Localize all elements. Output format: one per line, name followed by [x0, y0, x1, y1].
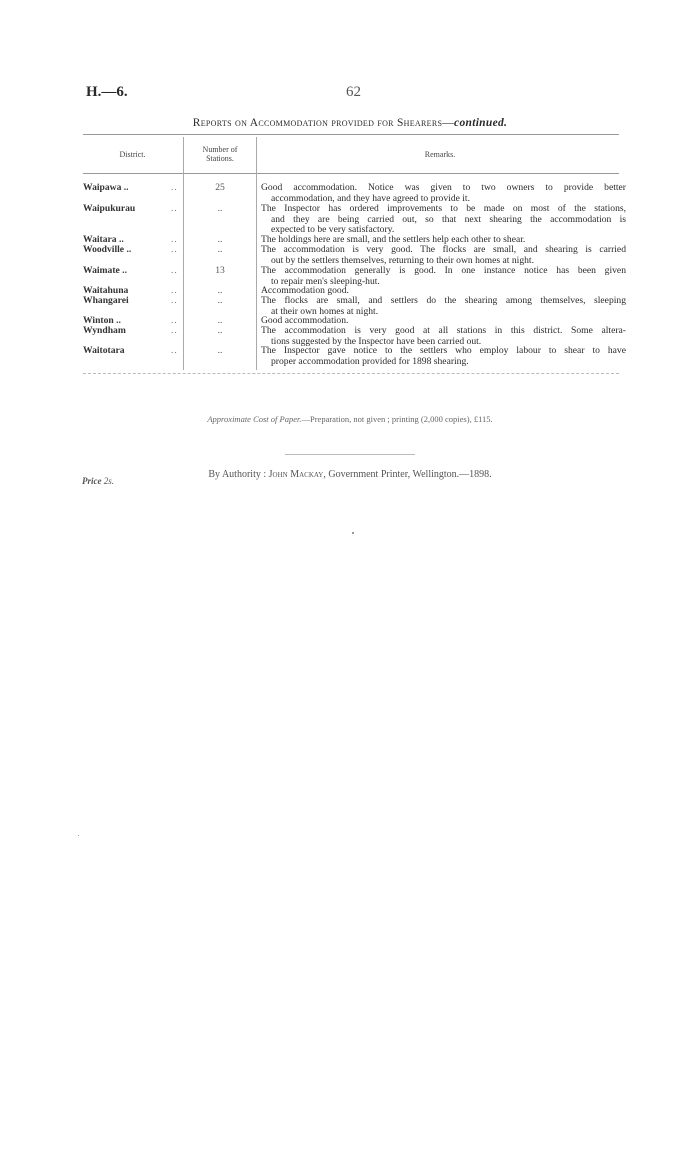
price-value: 2s. — [103, 476, 115, 486]
remarks-line: The accommodation generally is good. In one instance notice has been given — [261, 265, 626, 276]
document-code: H.—6. — [86, 84, 128, 100]
remarks-line: The accommodation is very good at all stations in this district. Some altera- — [261, 325, 626, 336]
stations-cell: .. — [217, 234, 223, 245]
remarks-line: and they are being carried out, so that next shearing the accommodation is — [271, 213, 626, 225]
leader-dots: .. — [171, 325, 178, 336]
remarks-cell — [261, 245, 626, 266]
price-label: Price — [82, 476, 102, 486]
remarks-cell — [261, 183, 626, 204]
stations-header-line-2: Stations. — [206, 154, 234, 163]
district-cell: Waitahuna — [83, 285, 129, 296]
cost-note-label: Approximate Cost of Paper. — [207, 414, 302, 424]
printer-name: John Mackay — [268, 469, 324, 480]
leader-dots: .. — [171, 285, 178, 296]
page-number: 62 — [346, 84, 361, 100]
leader-dots: .. — [171, 265, 178, 276]
remarks-line: at their own homes at night. — [271, 305, 379, 317]
remarks-line: The accommodation is very good. The flocks are small, and shearing is carried — [261, 244, 626, 255]
stations-cell: .. — [217, 244, 223, 255]
district-cell: Waitara .. — [83, 234, 124, 245]
cost-note — [0, 414, 700, 424]
district-cell: Waitotara — [83, 345, 125, 356]
cost-note-text: —Preparation, not given ; printing (2,000 copies), £115. — [301, 414, 493, 424]
remarks-line: The holdings here are small, and the settlers help each other to shear. — [261, 234, 526, 245]
remarks-line: to repair men's sleeping-hut. — [271, 275, 380, 287]
stations-cell: .. — [217, 325, 223, 336]
remarks-cell — [261, 346, 626, 367]
column-divider-1 — [183, 137, 184, 370]
district-cell: Winton .. — [83, 315, 121, 326]
remarks-line: proper accommodation provided for 1898 shearing. — [271, 355, 469, 367]
remarks-line: expected to be very satisfactory. — [271, 224, 395, 235]
column-header-stations — [185, 145, 255, 163]
price-line — [82, 476, 114, 486]
leader-dots: .. — [171, 295, 178, 306]
table-title-main: Reports on Accommodation provided for Shearers — [192, 117, 443, 129]
stations-cell: .. — [217, 315, 223, 326]
remarks-line: Good accommodation. — [261, 315, 349, 326]
print-speck — [352, 532, 354, 534]
print-speck — [78, 835, 79, 836]
table-bottom-rule — [83, 373, 619, 374]
leader-dots: .. — [171, 203, 178, 214]
remarks-cell — [261, 266, 626, 287]
remarks-cell — [261, 296, 626, 317]
district-cell: Woodville .. — [83, 244, 132, 255]
remarks-cell — [261, 326, 626, 347]
column-header-district: District. — [119, 150, 146, 159]
stations-cell: 25 — [215, 182, 225, 193]
leader-dots: .. — [171, 244, 178, 255]
authority-rule — [285, 454, 415, 455]
authority-suffix: , Government Printer, Wellington.—1898. — [323, 469, 492, 480]
stations-header-line-1: Number of — [202, 145, 238, 154]
remarks-line: The flocks are small, and settlers do the shearing among themselves, sleeping — [261, 295, 626, 306]
remarks-line: The Inspector gave notice to the settlers who employ labour to shear to have — [261, 345, 626, 356]
district-cell: Waimate .. — [83, 265, 127, 276]
remarks-line: The Inspector has ordered improvements to be made on most of the stations, — [261, 203, 626, 214]
leader-dots: .. — [171, 345, 178, 356]
remarks-cell — [261, 204, 626, 236]
table-header-rule — [83, 173, 619, 174]
leader-dots: .. — [171, 315, 178, 326]
leader-dots: .. — [171, 182, 178, 193]
remarks-line: Good accommodation. Notice was given to two owners to provide better — [261, 182, 626, 193]
district-cell: Waipawa .. — [83, 182, 129, 193]
remarks-line: out by the settlers themselves, returning to their own homes at night. — [271, 254, 534, 266]
stations-cell: 13 — [215, 265, 225, 276]
remarks-line: Accommodation good. — [261, 285, 349, 296]
table-top-rule — [83, 134, 619, 135]
district-cell: Waipukurau — [83, 203, 136, 214]
table-title — [0, 117, 700, 129]
district-cell: Whangarei — [83, 295, 129, 306]
remarks-line: tions suggested by the Inspector have been carried out. — [271, 335, 482, 347]
table-title-continued: continued. — [454, 117, 508, 129]
stations-cell: .. — [217, 345, 223, 356]
column-divider-2 — [256, 137, 257, 370]
column-header-remarks: Remarks. — [424, 150, 456, 159]
stations-cell: .. — [217, 203, 223, 214]
remarks-line: accommodation, and they have agreed to provide it. — [271, 192, 471, 204]
stations-cell: .. — [217, 285, 223, 296]
authority-prefix: By Authority : — [208, 469, 267, 480]
district-cell: Wyndham — [83, 325, 126, 336]
table-title-dash: — — [442, 117, 455, 129]
leader-dots: .. — [171, 234, 178, 245]
stations-cell: .. — [217, 295, 223, 306]
